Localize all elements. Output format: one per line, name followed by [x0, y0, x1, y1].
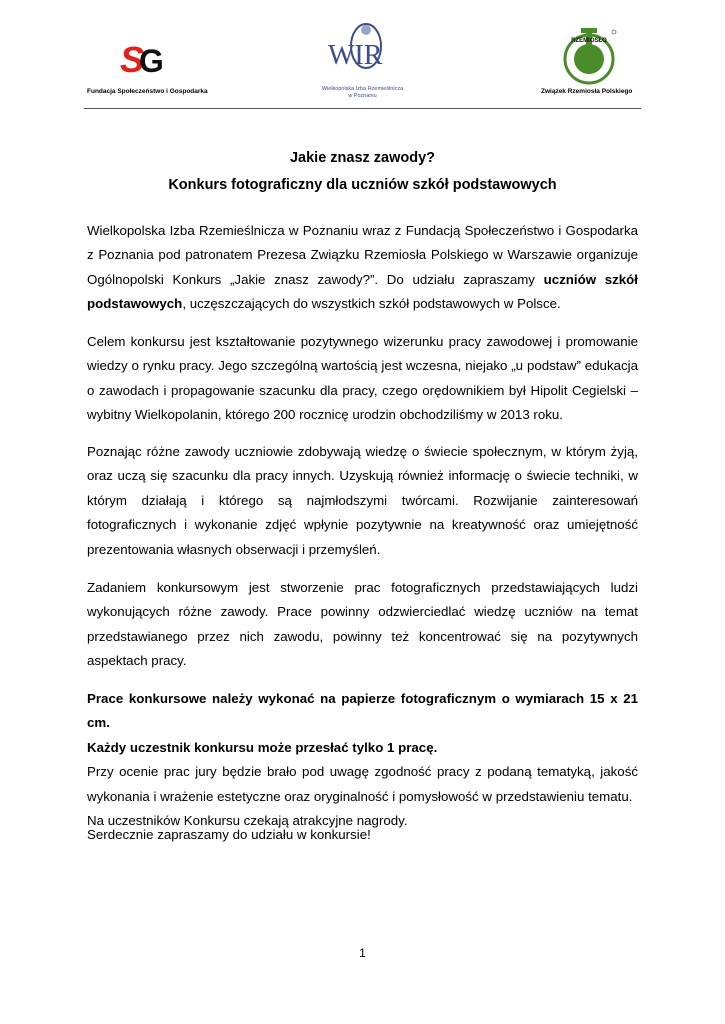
paragraph-2-text: Celem konkursu jest kształtowanie pozytywnego wizerunku pracy zawodowej i promowanie wiedzy o rynku pracy. Jego szczególną wartością jest wczesna, niejako „u podstaw” edukacja o zawodach i propagowanie szacunku dla pracy, czego orędownikiem był Hipolit Cegielski – wybitny Wielkopolanin, którego 200 rocznicę urodzin obchodziliśmy w 2013 roku.: [87, 334, 638, 423]
paragraph-5-bold-line2: Każdy uczestnik konkursu może przesłać tylko 1 pracę.: [87, 739, 438, 755]
header-divider: [84, 108, 641, 109]
middle-caption-line1: Wielkopolska Izba Rzemieślnicza: [321, 86, 404, 92]
sg-logo-g: G: [139, 43, 164, 78]
rzemioslo-logo-text: RZEMIOSŁO: [571, 38, 607, 44]
rzemioslo-logo: [560, 28, 618, 86]
paragraph-1-text-b: , uczęszczających do wszystkich szkół podstawowych w Polsce.: [182, 296, 561, 312]
paragraph-1: [87, 219, 638, 317]
paragraph-1-text-a: Wielkopolska Izba Rzemieślnicza w Poznaniu wraz z Fundacją Społeczeństwo i Gospodarka z Poznania pod patronatem Prezesa Związku Rzemiosła Polskiego w Warszawie organizuje Ogólnopolski Konkurs „Jakie znasz zawody?”. Do udziału zapraszamy: [87, 223, 638, 287]
paragraph-5-bold-line1: Prace konkursowe należy wykonać na papierze fotograficznym o wymiarach 15 x 21 cm.: [87, 691, 638, 731]
sg-logo: [118, 38, 166, 78]
paragraph-2: [87, 330, 638, 428]
paragraph-3-text: Poznając różne zawody uczniowie zdobywają wiedzę o świecie społecznym, w którym żyją, oraz uczą się szacunku dla pracy innych. Uzyskują również informację o świecie techniki, w którym działają i którego są najmłodszymi twórcami. Rozwijanie zainteresowań fotograficznych i wykonanie zdjęć wpłynie pozytywnie na kreatywność oraz umiejętność prezentowania własnych obserwacji i przemyśleń.: [87, 444, 638, 557]
closing-invitation: Serdecznie zapraszamy do udziału w konkursie!: [87, 827, 371, 842]
paragraph-5-text-b: Na uczestników Konkursu czekają atrakcyjne nagrody.: [87, 813, 408, 829]
paragraph-6: [87, 823, 638, 847]
right-logo-caption: Związek Rzemiosła Polskiego: [541, 88, 633, 95]
left-logo-caption: Fundacja Społeczeństwo i Gospodarka: [87, 88, 208, 95]
paragraph-4: [87, 576, 638, 674]
middle-caption-line2: w Poznaniu: [348, 93, 377, 99]
sg-logo-s: S: [120, 39, 145, 78]
paragraph-5: [87, 687, 638, 833]
paragraph-4-text: Zadaniem konkursowym jest stworzenie prac fotograficznych przedstawiających ludzi wykonujących różne zawody. Prace powinny odzwierciedlać wiedzę uczniów na temat przedstawianego przez nich zawodu, powinny też koncentrować się na pozytywnych aspektach pracy.: [87, 580, 638, 669]
paragraph-3: [87, 440, 638, 562]
middle-logo-caption: [300, 86, 425, 100]
page-header: [0, 0, 725, 115]
wir-logo: [326, 18, 386, 80]
document-subtitle: Konkurs fotograficzny dla uczniów szkół podstawowych: [168, 177, 557, 193]
wir-logo-text: WIR: [328, 40, 383, 71]
page-number: 1: [359, 946, 366, 960]
paragraph-5-text-a: Przy ocenie prac jury będzie brało pod uwagę zgodność pracy z podaną tematyką, jakość wykonania i wrażenie estetyczne oraz oryginalność i pomysłowość w przedstawieniu tematu.: [87, 764, 638, 804]
paragraph-1-bold: uczniów szkół podstawowych: [87, 271, 638, 312]
document-title: Jakie znasz zawody?: [289, 150, 436, 166]
